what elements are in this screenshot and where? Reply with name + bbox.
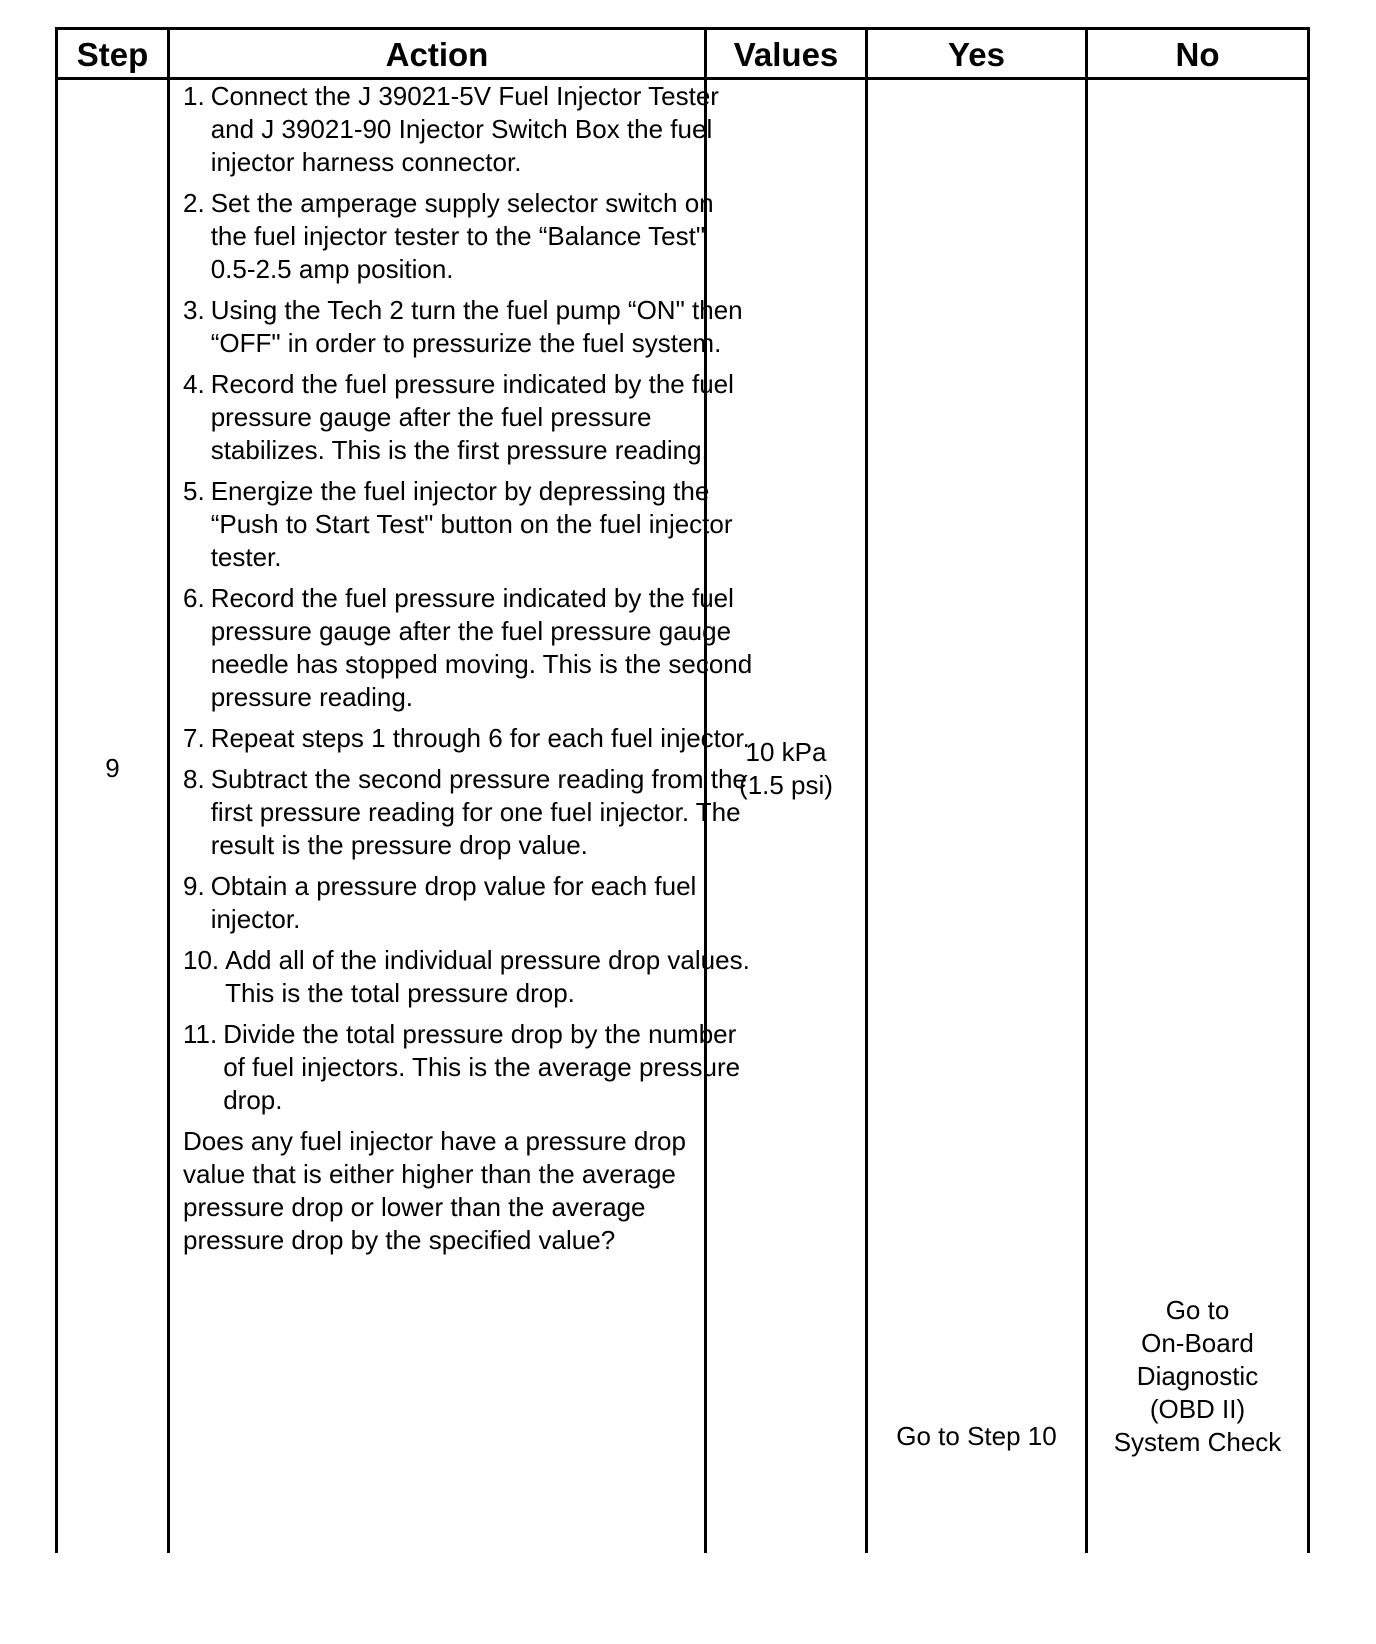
diagnostic-table [55,27,1310,1553]
action-step-item [183,1018,753,1117]
yes-cell: Go to Step 10 [896,1421,1057,1451]
action-step-text: Subtract the second pressure reading from the first pressure reading for one fuel injector. The result is the pressure drop value. [210,764,747,860]
no-line: Go to [1165,1295,1230,1325]
action-step-number: 5. [183,476,205,506]
action-question: Does any fuel injector have a pressure drop value that is either higher than the average pressure drop or lower than the average pressure drop by the specified value? [183,1126,686,1255]
action-step-number: 1. [183,81,205,111]
action-step-number: 11. [183,1019,218,1049]
no-line: (OBD II) [1149,1394,1246,1424]
action-step-item [183,475,753,574]
action-step-item [183,368,753,467]
action-cell [183,80,753,1257]
action-step-item [183,870,753,936]
action-step-item [183,763,753,862]
no-line: System Check [1113,1427,1282,1457]
col-border-values-yes [865,27,868,1553]
action-step-number: 6. [183,583,205,613]
action-step-item [183,944,753,1010]
action-step-text: Add all of the individual pressure drop values. This is the total pressure drop. [225,945,750,1008]
action-step-text: Record the fuel pressure indicated by the fuel pressure gauge after the fuel pressure stabilizes. This is the first pressure reading. [210,369,734,465]
values-cell [707,736,865,802]
action-step-text: Energize the fuel injector by depressing the “Push to Start Test" button on the fuel injector tester. [210,476,733,572]
no-cell [1088,1294,1307,1459]
action-step-text: Obtain a pressure drop value for each fuel injector. [210,871,697,934]
action-step-text: Record the fuel pressure indicated by the fuel pressure gauge after the fuel pressure gauge needle has stopped moving. This is the second pressure reading. [210,583,753,712]
action-step-text: Connect the J 39021-5V Fuel Injector Tester and J 39021-90 Injector Switch Box the fuel injector harness connector. [210,81,719,177]
values-kpa: 10 kPa [745,737,827,767]
action-step-number: 4. [183,369,205,399]
action-step-item [183,294,753,360]
action-step-item [183,187,753,286]
action-step-number: 8. [183,764,205,794]
header-values: Values [733,36,839,73]
action-step-number: 9. [183,871,205,901]
action-step-item [183,582,753,714]
action-step-item [183,722,753,755]
values-psi: (1.5 psi) [739,770,833,800]
header-step: Step [76,36,149,73]
action-step-item [183,80,753,179]
action-step-number: 7. [183,723,205,753]
action-step-list [183,80,753,1117]
action-step-text: Divide the total pressure drop by the number of fuel injectors. This is the average pressure drop. [223,1019,741,1115]
header-yes: Yes [948,36,1005,73]
header-no: No [1175,36,1220,73]
no-line: Diagnostic [1136,1361,1259,1391]
action-step-text: Set the amperage supply selector switch on the fuel injector tester to the “Balance Test" 0.5-2.5 amp position. [210,188,714,284]
col-border-right [1307,27,1310,1553]
action-step-text: Repeat steps 1 through 6 for each fuel injector. [210,723,750,753]
col-border-left [55,27,58,1553]
action-step-text: Using the Tech 2 turn the fuel pump “ON" then “OFF" in order to pressurize the fuel system. [210,295,743,358]
action-step-number: 3. [183,295,205,325]
col-border-step-action [167,27,170,1553]
action-step-number: 10. [183,945,220,975]
step-number: 9 [105,753,120,783]
action-step-number: 2. [183,188,205,218]
no-line: On-Board [1141,1328,1254,1358]
header-action: Action [385,36,489,73]
